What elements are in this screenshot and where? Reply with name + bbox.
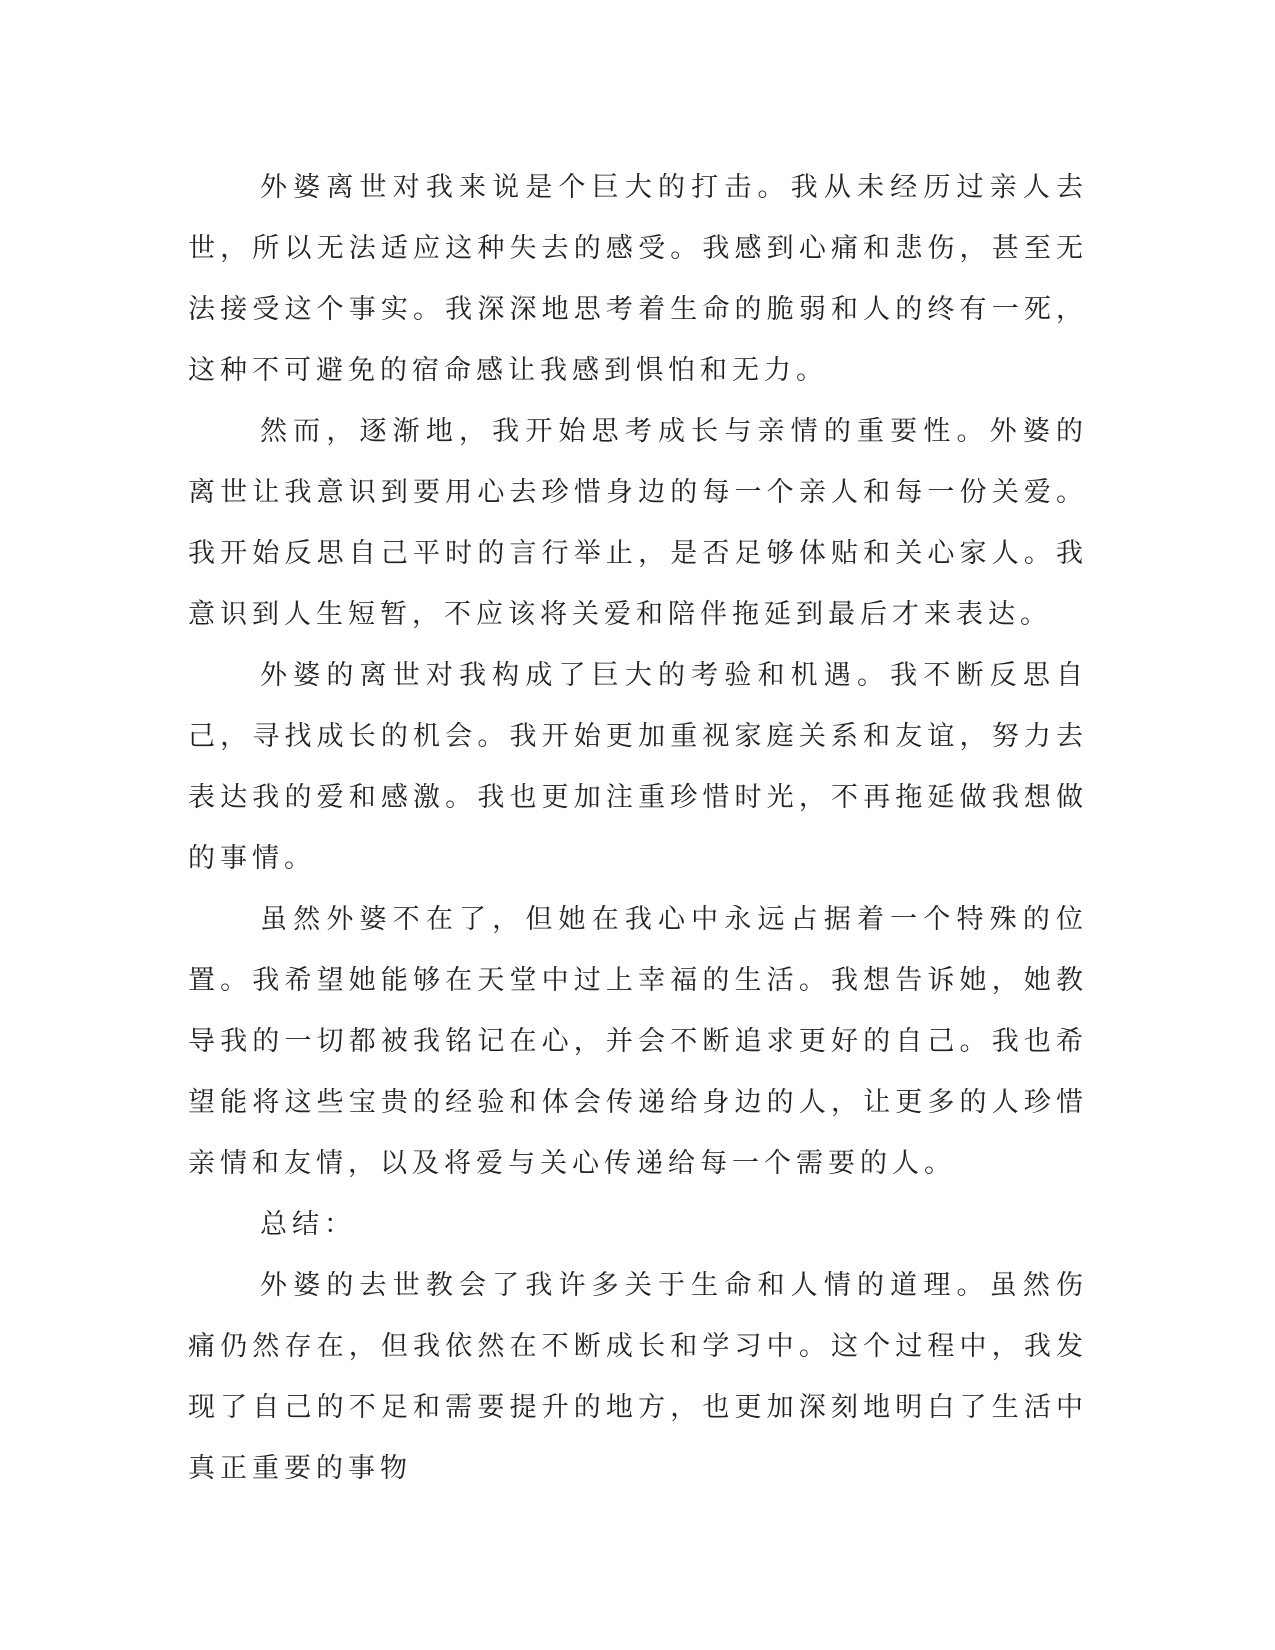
paragraph-remembrance: 虽然外婆不在了，但她在我心中永远占据着一个特殊的位置。我希望她能够在天堂中过上幸福的生活。我想告诉她，她教导我的一切都被我铭记在心，并会不断追求更好的自己。我也希望能将这些宝贵的经验和体会传递给身边的人，让更多的人珍惜亲情和友情，以及将爱与关心传递给每一个需要的人。 — [188, 904, 1088, 1179]
paragraph-grief: 外婆离世对我来说是个巨大的打击。我从未经历过亲人去世，所以无法适应这种失去的感受。我感到心痛和悲伤，甚至无法接受这个事实。我深深地思考着生命的脆弱和人的终有一死，这种不可避免的宿命感让我感到惧怕和无力。 — [188, 172, 1088, 386]
paragraph-family-importance: 然而，逐渐地，我开始思考成长与亲情的重要性。外婆的离世让我意识到要用心去珍惜身边的每一个亲人和每一份关爱。我开始反思自己平时的言行举止，是否足够体贴和关心家人。我意识到人生短暂，不应该将关爱和陪伴拖延到最后才来表达。 — [188, 416, 1088, 630]
document-body — [188, 157, 1088, 1499]
paragraph-growth: 外婆的离世对我构成了巨大的考验和机遇。我不断反思自己，寻找成长的机会。我开始更加重视家庭关系和友谊，努力去表达我的爱和感激。我也更加注重珍惜时光，不再拖延做我想做的事情。 — [188, 660, 1088, 874]
summary-heading: 总结： — [260, 1209, 356, 1240]
paragraph-summary: 外婆的去世教会了我许多关于生命和人情的道理。虽然伤痛仍然存在，但我依然在不断成长和学习中。这个过程中，我发现了自己的不足和需要提升的地方，也更加深刻地明白了生活中真正重要的事物 — [188, 1270, 1088, 1484]
